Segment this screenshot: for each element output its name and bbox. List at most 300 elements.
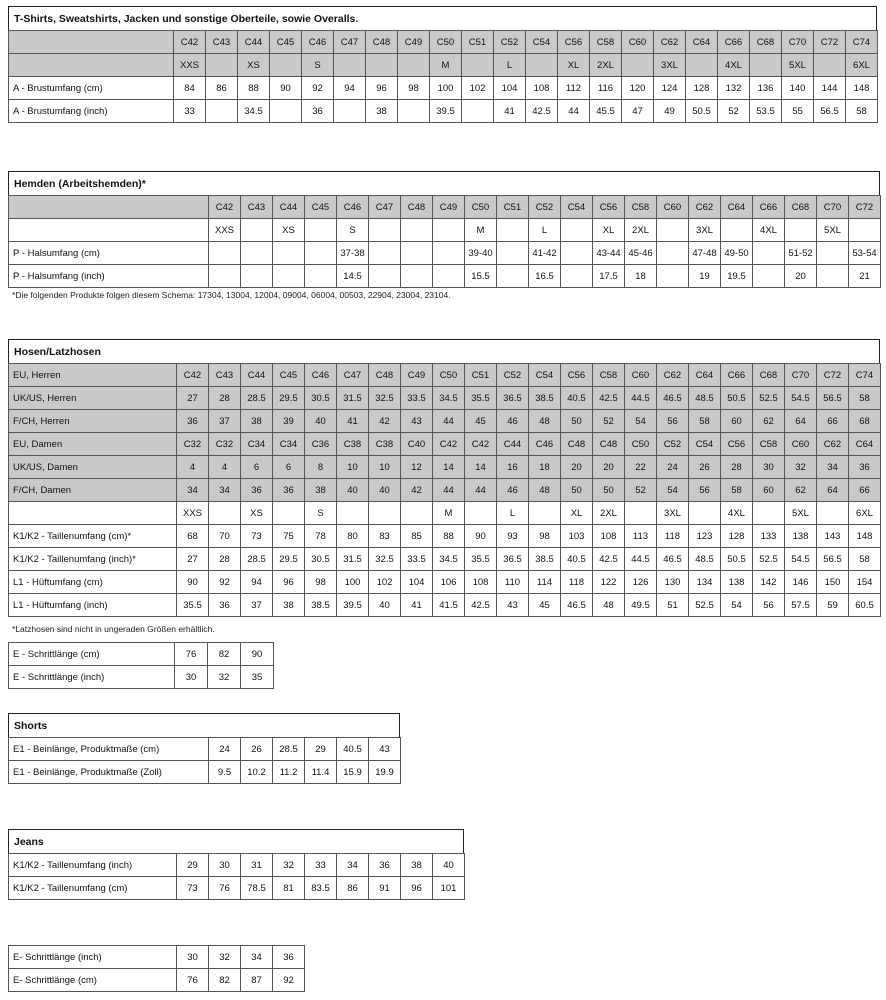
table-cell: 46 (497, 410, 529, 433)
table-cell: 50 (593, 479, 625, 502)
table-cell: C60 (785, 433, 817, 456)
table-cell: 52 (718, 100, 750, 123)
table-cell: C51 (462, 31, 494, 54)
table-cell: C46 (302, 31, 334, 54)
jeans-schritt-tbody (9, 946, 305, 992)
table-cell (529, 502, 561, 525)
table-row (9, 738, 401, 761)
table-cell: 19 (689, 265, 721, 288)
table-cell: 14 (465, 456, 497, 479)
table-row (9, 364, 881, 387)
table-cell: C72 (849, 196, 881, 219)
table-cell: 31 (241, 854, 273, 877)
table-cell: 76 (177, 969, 209, 992)
table-cell: C66 (718, 31, 750, 54)
table-cell: 58 (846, 100, 878, 123)
table-cell: 14 (433, 456, 465, 479)
table-cell: 45-46 (625, 242, 657, 265)
table-cell: 47-48 (689, 242, 721, 265)
table-cell: 33 (305, 854, 337, 877)
table-cell: 54.5 (785, 387, 817, 410)
table-cell (814, 54, 846, 77)
row-label: EU, Herren (9, 364, 177, 387)
table-cell: 29 (305, 738, 337, 761)
table-cell (817, 502, 849, 525)
table-row (9, 969, 305, 992)
table-cell: 76 (175, 643, 208, 666)
table-row (9, 946, 305, 969)
table-cell: 108 (526, 77, 558, 100)
table-cell: 45.5 (590, 100, 622, 123)
table-cell: 122 (593, 571, 625, 594)
table-cell: 101 (433, 877, 465, 900)
table-cell: 56.5 (817, 548, 849, 571)
row-label: E - Schrittlänge (inch) (9, 666, 175, 689)
table-cell: 44 (433, 410, 465, 433)
table-cell: C44 (273, 196, 305, 219)
table-cell: 3XL (654, 54, 686, 77)
table-cell: 134 (689, 571, 721, 594)
table-row (9, 666, 274, 689)
table-cell: 110 (497, 571, 529, 594)
table-cell: 52.5 (753, 387, 785, 410)
table-cell: 34 (337, 854, 369, 877)
table-cell (273, 265, 305, 288)
table-cell: 32.5 (369, 548, 401, 571)
table-cell: C54 (561, 196, 593, 219)
table-cell: C60 (622, 31, 654, 54)
table-cell: 30 (175, 666, 208, 689)
table-cell (753, 265, 785, 288)
table-cell: C62 (689, 196, 721, 219)
table-cell: 60.5 (849, 594, 881, 617)
row-label: E- Schrittlänge (inch) (9, 946, 177, 969)
table-cell: C32 (177, 433, 209, 456)
table-cell: XL (558, 54, 590, 77)
table-cell: M (430, 54, 462, 77)
table-cell: 36 (241, 479, 273, 502)
shorts-tbody (9, 738, 401, 784)
table-cell: C48 (369, 364, 401, 387)
table-cell: 40 (337, 479, 369, 502)
table-cell: 133 (753, 525, 785, 548)
table-cell (401, 265, 433, 288)
row-label (9, 54, 174, 77)
table-cell (369, 265, 401, 288)
table-cell: 94 (241, 571, 273, 594)
table-cell: 98 (305, 571, 337, 594)
table-cell: 56.5 (814, 100, 846, 123)
table-cell: C60 (657, 196, 689, 219)
row-label: UK/US, Herren (9, 387, 177, 410)
table-cell: 29.5 (273, 387, 305, 410)
table-cell: 4XL (753, 219, 785, 242)
tshirts-title: T-Shirts, Sweatshirts, Jacken und sonstige Oberteile, sowie Overalls. (8, 6, 877, 30)
table-cell: 48 (529, 479, 561, 502)
table-cell: 16 (497, 456, 529, 479)
table-cell: 58 (689, 410, 721, 433)
table-cell: 42.5 (593, 548, 625, 571)
table-cell (625, 502, 657, 525)
table-cell: 55 (782, 100, 814, 123)
table-cell: 46.5 (657, 548, 689, 571)
table-cell (369, 219, 401, 242)
table-cell: C42 (433, 433, 465, 456)
table-cell: 2XL (590, 54, 622, 77)
table-cell: 53.5 (750, 100, 782, 123)
table-cell: 2XL (593, 502, 625, 525)
table-cell: C44 (497, 433, 529, 456)
table-cell: C46 (305, 364, 337, 387)
table-row (9, 433, 881, 456)
table-cell: 102 (369, 571, 401, 594)
table-cell: 36.5 (497, 548, 529, 571)
table-cell (462, 100, 494, 123)
table-cell: 14.5 (337, 265, 369, 288)
table-cell: 118 (561, 571, 593, 594)
table-cell (561, 242, 593, 265)
table-cell: C42 (209, 196, 241, 219)
table-cell: 60 (721, 410, 753, 433)
table-cell: 8 (305, 456, 337, 479)
table-cell: 24 (657, 456, 689, 479)
table-cell: 82 (208, 643, 241, 666)
table-cell: C51 (465, 364, 497, 387)
table-cell: C38 (369, 433, 401, 456)
table-cell: 142 (753, 571, 785, 594)
table-cell: 91 (369, 877, 401, 900)
table-cell: 120 (622, 77, 654, 100)
table-cell: 58 (849, 387, 881, 410)
table-cell: 48.5 (689, 387, 721, 410)
table-cell: C43 (209, 364, 241, 387)
table-cell: 34 (817, 456, 849, 479)
table-cell: M (465, 219, 497, 242)
table-cell: C52 (657, 433, 689, 456)
row-label: E - Schrittlänge (cm) (9, 643, 175, 666)
table-cell: 52 (593, 410, 625, 433)
table-cell: C58 (590, 31, 622, 54)
table-cell: 148 (846, 77, 878, 100)
table-cell: 34.5 (238, 100, 270, 123)
table-cell: 90 (177, 571, 209, 594)
table-cell (526, 54, 558, 77)
table-cell: 36 (369, 854, 401, 877)
row-label (9, 219, 209, 242)
table-cell: C45 (273, 364, 305, 387)
table-cell: C62 (654, 31, 686, 54)
table-cell (657, 219, 689, 242)
table-cell: C64 (689, 364, 721, 387)
table-cell: 6XL (846, 54, 878, 77)
hosen-table (8, 363, 881, 617)
table-cell: 45 (529, 594, 561, 617)
table-cell: 132 (718, 77, 750, 100)
table-cell: C54 (689, 433, 721, 456)
table-cell (337, 502, 369, 525)
table-cell: 38 (366, 100, 398, 123)
table-cell: 73 (177, 877, 209, 900)
table-cell: XS (238, 54, 270, 77)
table-cell: 35.5 (465, 548, 497, 571)
table-cell: 18 (625, 265, 657, 288)
table-cell: 4XL (721, 502, 753, 525)
table-cell: C72 (817, 364, 849, 387)
table-cell: C60 (625, 364, 657, 387)
table-cell: 62 (785, 479, 817, 502)
table-cell: C34 (241, 433, 273, 456)
table-cell: 146 (785, 571, 817, 594)
table-cell: 39 (273, 410, 305, 433)
row-label: EU, Damen (9, 433, 177, 456)
table-cell: 26 (689, 456, 721, 479)
table-cell: 41 (401, 594, 433, 617)
table-row (9, 643, 274, 666)
table-cell: C49 (401, 364, 433, 387)
table-cell: 21 (849, 265, 881, 288)
table-cell: 20 (785, 265, 817, 288)
table-cell: 92 (209, 571, 241, 594)
table-cell: 126 (625, 571, 657, 594)
table-cell: 64 (785, 410, 817, 433)
table-cell (270, 54, 302, 77)
table-row (9, 265, 881, 288)
table-cell: 36 (849, 456, 881, 479)
table-cell (305, 219, 337, 242)
row-label: P - Halsumfang (cm) (9, 242, 209, 265)
table-cell: 73 (241, 525, 273, 548)
table-cell (785, 219, 817, 242)
hosen-schritt-tbody (9, 643, 274, 689)
table-cell: 43 (369, 738, 401, 761)
table-cell: C46 (529, 433, 561, 456)
row-label: K1/K2 - Taillenumfang (inch)* (9, 548, 177, 571)
table-cell: 54 (721, 594, 753, 617)
table-row (9, 877, 465, 900)
table-cell: C43 (206, 31, 238, 54)
table-cell: C58 (593, 364, 625, 387)
table-cell: 41 (494, 100, 526, 123)
table-cell: 92 (273, 969, 305, 992)
table-cell: 36 (177, 410, 209, 433)
hosen-schritt-table (8, 642, 274, 689)
table-cell: 83.5 (305, 877, 337, 900)
table-cell: C49 (433, 196, 465, 219)
tshirts-table (8, 30, 878, 123)
table-cell: 26 (241, 738, 273, 761)
table-cell (753, 502, 785, 525)
table-cell: 88 (238, 77, 270, 100)
table-cell: 28.5 (273, 738, 305, 761)
table-cell: 84 (174, 77, 206, 100)
table-cell: 44.5 (625, 387, 657, 410)
table-cell: C50 (430, 31, 462, 54)
table-cell: 64 (817, 479, 849, 502)
table-cell: 10 (337, 456, 369, 479)
table-cell (369, 242, 401, 265)
table-cell: 52 (625, 479, 657, 502)
hemden-title: Hemden (Arbeitshemden)* (8, 171, 880, 195)
table-cell: 56 (689, 479, 721, 502)
table-cell (398, 100, 430, 123)
table-cell: 124 (654, 77, 686, 100)
table-cell: 78 (305, 525, 337, 548)
table-cell: C50 (433, 364, 465, 387)
table-cell: 93 (497, 525, 529, 548)
table-cell: 56.5 (817, 387, 849, 410)
jeans-title: Jeans (8, 829, 464, 853)
table-cell (561, 265, 593, 288)
table-cell: C32 (209, 433, 241, 456)
table-row (9, 548, 881, 571)
row-label: A - Brustumfang (cm) (9, 77, 174, 100)
table-cell: C56 (593, 196, 625, 219)
table-cell (817, 242, 849, 265)
row-label: K1/K2 - Taillenumfang (cm)* (9, 525, 177, 548)
table-cell: 78.5 (241, 877, 273, 900)
table-cell (817, 265, 849, 288)
table-cell: 10.2 (241, 761, 273, 784)
hosen-section (8, 339, 880, 617)
table-cell: 108 (593, 525, 625, 548)
row-label: L1 - Hüftumfang (inch) (9, 594, 177, 617)
table-cell: 19.5 (721, 265, 753, 288)
table-cell (209, 265, 241, 288)
table-cell: C62 (657, 364, 689, 387)
table-cell: 90 (270, 77, 302, 100)
table-cell: 40.5 (561, 548, 593, 571)
table-cell (334, 54, 366, 77)
table-cell: 31.5 (337, 548, 369, 571)
table-cell: 100 (337, 571, 369, 594)
table-cell: L (497, 502, 529, 525)
table-cell: 28 (721, 456, 753, 479)
table-cell: 6XL (849, 502, 881, 525)
table-cell: 4 (177, 456, 209, 479)
table-row (9, 100, 878, 123)
table-cell: 33 (174, 100, 206, 123)
table-cell (465, 502, 497, 525)
table-cell: 96 (366, 77, 398, 100)
table-cell: 33.5 (401, 548, 433, 571)
table-cell: XS (241, 502, 273, 525)
table-cell: C56 (558, 31, 590, 54)
table-cell: 38 (273, 594, 305, 617)
table-cell: 28.5 (241, 548, 273, 571)
table-cell: XXS (177, 502, 209, 525)
table-cell: C50 (625, 433, 657, 456)
table-cell: 35.5 (465, 387, 497, 410)
table-cell: 24 (209, 738, 241, 761)
table-cell: 2XL (625, 219, 657, 242)
table-cell: 20 (593, 456, 625, 479)
table-cell (721, 219, 753, 242)
table-cell: 48.5 (689, 548, 721, 571)
table-cell: C47 (337, 364, 369, 387)
table-cell: C36 (305, 433, 337, 456)
row-label: P - Halsumfang (inch) (9, 265, 209, 288)
table-cell: 41.5 (433, 594, 465, 617)
table-cell: 44.5 (625, 548, 657, 571)
table-row (9, 387, 881, 410)
hemden-section (8, 171, 880, 288)
table-cell (241, 219, 273, 242)
table-cell: 90 (241, 643, 274, 666)
table-cell: 4XL (718, 54, 750, 77)
table-cell: 113 (625, 525, 657, 548)
table-cell (849, 219, 881, 242)
table-cell: 10 (369, 456, 401, 479)
table-cell: 76 (209, 877, 241, 900)
hosen-note: *Latzhosen sind nicht in ungeraden Größen erhältlich. (12, 624, 215, 634)
table-cell (401, 219, 433, 242)
jeans-table (8, 853, 465, 900)
table-cell: 130 (657, 571, 689, 594)
table-cell: 30 (177, 946, 209, 969)
table-cell: 43-44 (593, 242, 625, 265)
table-cell: 40 (305, 410, 337, 433)
table-cell: 32.5 (369, 387, 401, 410)
table-cell: 50 (561, 410, 593, 433)
table-cell: 128 (686, 77, 718, 100)
hemden-table (8, 195, 881, 288)
row-label: UK/US, Damen (9, 456, 177, 479)
table-cell: 148 (849, 525, 881, 548)
table-cell: 116 (590, 77, 622, 100)
table-cell: 33.5 (401, 387, 433, 410)
table-cell: 62 (753, 410, 785, 433)
table-cell: 52.5 (753, 548, 785, 571)
table-cell: 56 (753, 594, 785, 617)
table-cell: 31.5 (337, 387, 369, 410)
table-cell: 38.5 (529, 387, 561, 410)
table-cell: 138 (785, 525, 817, 548)
table-cell: C64 (686, 31, 718, 54)
table-cell: 49 (654, 100, 686, 123)
row-label: F/CH, Herren (9, 410, 177, 433)
table-cell: 22 (625, 456, 657, 479)
table-cell: 154 (849, 571, 881, 594)
table-cell: 92 (302, 77, 334, 100)
table-cell: 35.5 (177, 594, 209, 617)
table-cell: 37 (241, 594, 273, 617)
table-cell: 42.5 (593, 387, 625, 410)
table-cell: S (302, 54, 334, 77)
table-cell: C42 (174, 31, 206, 54)
table-cell: C54 (526, 31, 558, 54)
tshirts-tbody (9, 31, 878, 123)
hosen-title: Hosen/Latzhosen (8, 339, 880, 363)
table-cell: 50.5 (721, 548, 753, 571)
table-cell (206, 54, 238, 77)
table-cell: 30 (753, 456, 785, 479)
table-cell: 47 (622, 100, 654, 123)
row-label: L1 - Hüftumfang (cm) (9, 571, 177, 594)
table-row (9, 77, 878, 100)
table-cell: C74 (849, 364, 881, 387)
row-label: E1 - Beinlänge, Produktmaße (Zoll) (9, 761, 209, 784)
table-cell: C49 (398, 31, 430, 54)
table-cell: C48 (366, 31, 398, 54)
table-cell: 123 (689, 525, 721, 548)
hosen-schritt-section (8, 642, 273, 689)
table-cell: 102 (462, 77, 494, 100)
table-cell: 38 (241, 410, 273, 433)
table-row (9, 219, 881, 242)
table-cell: 38 (401, 854, 433, 877)
row-label (9, 502, 177, 525)
table-cell: 112 (558, 77, 590, 100)
